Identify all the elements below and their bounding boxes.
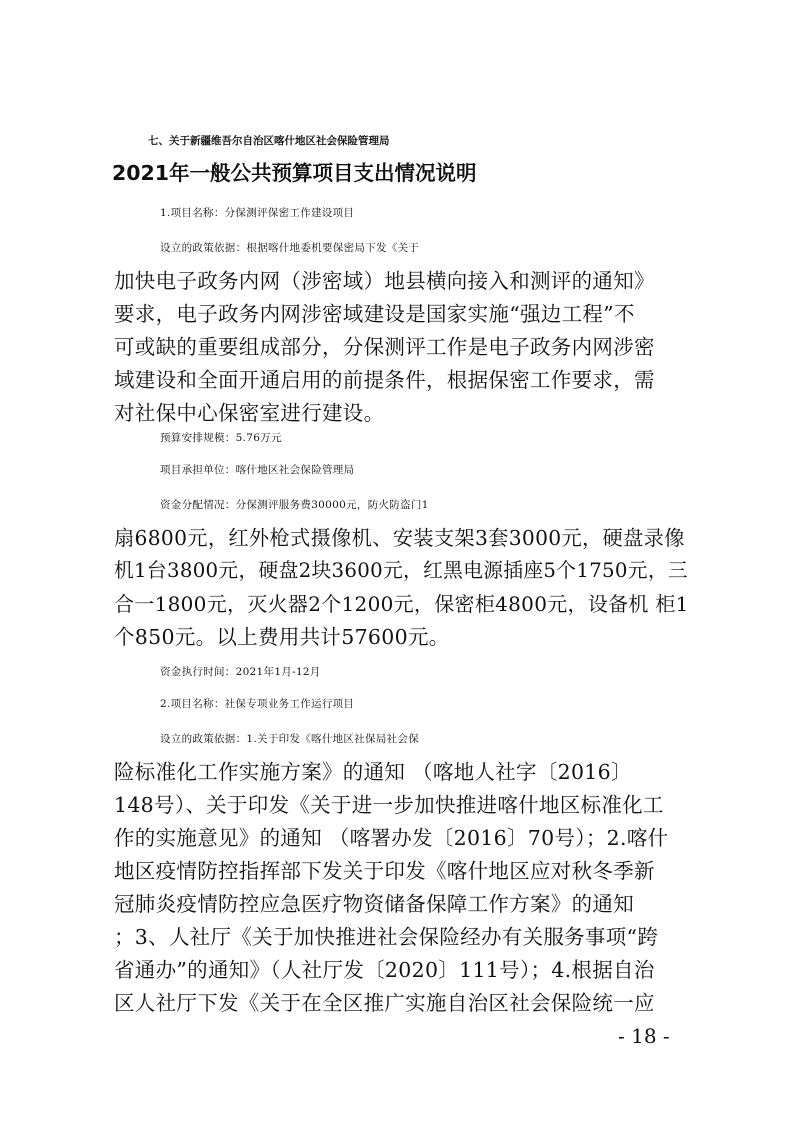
body-line: 要求，电子政务内网涉密域建设是国家实施“强边工程”不 (114, 302, 635, 326)
responsible-unit: 项目承担单位：喀什地区社会保险管理局 (160, 464, 355, 476)
body-line: 可或缺的重要组成部分，分保测评工作是电子政务内网涉密 (114, 335, 655, 359)
body-line: 对社保中心保密室进行建设。 (114, 401, 385, 425)
body-line: 148号）、关于印发《关于进一步加快推进喀什地区标准化工 (114, 793, 664, 817)
body-line: 设立的政策依据：1.关于印发《喀什地区社保局社会保 (160, 733, 420, 745)
page-number: - 18 - (618, 1024, 670, 1048)
body-line: 险标准化工作实施方案》的通知 （喀地人社字〔2016〕 (114, 760, 632, 784)
body-line: 加快电子政务内网（涉密域）地县横向接入和测评的通知》 (114, 269, 655, 293)
doc-title-line-2: 2021年一般公共预算项目支出情况说明 (112, 161, 477, 185)
body-line: 机1台3800元，硬盘2块3600元，红黑电源插座5个1750元，三 (114, 559, 688, 582)
body-line: 合一1800元，灭火器2个1200元，保密柜4800元，设备机 柜1 (114, 592, 689, 616)
body-line: 省通办”的通知》（人社厅发〔2020〕111号）；4.根据自治 (114, 958, 655, 982)
body-line: 扇6800元，红外枪式摄像机、安装支架3套3000元，硬盘录像 (114, 526, 685, 550)
budget-scale: 预算安排规模：5.76万元 (160, 432, 282, 444)
execution-time: 资金执行时间：2021年1月-12月 (160, 666, 321, 678)
project-2-name: 2.项目名称：社保专项业务工作运行项目 (160, 698, 355, 710)
body-line: 作的实施意见》的通知 （喀署办发〔2016〕70号）；2.喀什 (114, 826, 669, 850)
body-line: 区人社厅下发《关于在全区推广实施自治区社会保险统一应 (114, 991, 655, 1015)
body-line: 冠肺炎疫情防控应急医疗物资储备保障工作方案》的通知 (114, 892, 634, 916)
body-line: 资金分配情况：分保测评服务费30000元，防火防盗门1 (160, 499, 429, 511)
body-line: 个850元。以上费用共计57600元。 (114, 625, 450, 649)
doc-title-line-1: 七、关于新疆维吾尔自治区喀什地区社会保险管理局 (148, 135, 390, 147)
project-1-name: 1.项目名称：分保测评保密工作建设项目 (160, 207, 355, 219)
body-line: 地区疫情防控指挥部下发关于印发《喀什地区应对秋冬季新 (114, 859, 655, 883)
body-line: 设立的政策依据：根据喀什地委机要保密局下发《关于 (160, 242, 420, 254)
body-line: ；3、人社厅《关于加快推进社会保险经办有关服务事项“跨 (114, 925, 659, 949)
body-line: 域建设和全面开通启用的前提条件，根据保密工作要求，需 (114, 368, 655, 392)
